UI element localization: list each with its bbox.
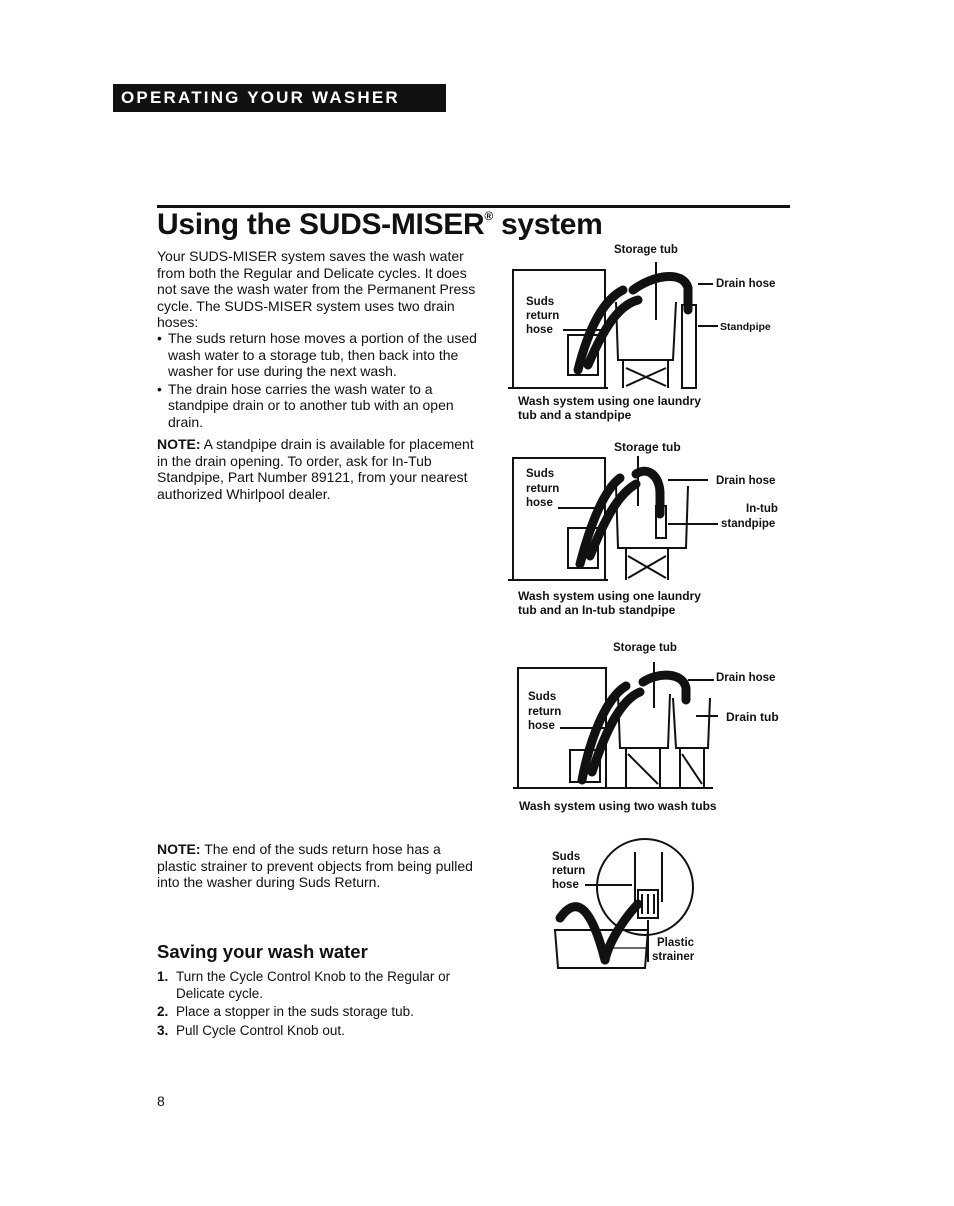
list-item: • The suds return hose moves a portion of the used wash water to a storage tub, then back into the washer for use during the next wash.	[157, 330, 477, 380]
storage-tub-label: Storage tub	[613, 642, 677, 654]
hose-label: hose	[528, 720, 555, 732]
storage-tub-label: Storage tub	[614, 440, 681, 454]
title-main: Using the SUDS-MISER	[157, 208, 485, 241]
page-number: 8	[157, 1093, 165, 1109]
return-label: return	[526, 483, 560, 495]
drain-hose-label: Drain hose	[716, 672, 776, 684]
registered-mark: ®	[484, 209, 493, 223]
hose-label: hose	[526, 324, 553, 336]
step-number: 3.	[157, 1022, 169, 1038]
return-label: return	[526, 310, 560, 322]
page-title	[157, 208, 603, 242]
hose-list	[157, 330, 477, 431]
list-item	[157, 1023, 477, 1040]
section-banner: OPERATING YOUR WASHER	[113, 84, 446, 112]
step-number: 2.	[157, 1004, 169, 1019]
suds-label: Suds	[526, 468, 555, 480]
standpipe-label: Standpipe	[720, 321, 771, 333]
steps-list	[157, 969, 477, 1041]
standpipe-note	[157, 436, 477, 502]
title-suffix: system	[492, 208, 603, 241]
drain-tub-label: Drain tub	[726, 710, 779, 724]
storage-tub-label: Storage tub	[614, 244, 678, 256]
return-label: return	[528, 706, 562, 718]
note-text: A standpipe drain is available for placement in the drain opening. To order, ask for In-Tub Standpipe, Part Number 89121, from your nearest authorized Whirlpool dealer.	[157, 436, 474, 502]
figure-caption	[518, 589, 701, 617]
suds-label: Suds	[552, 851, 581, 863]
standpipe-label: standpipe	[721, 518, 776, 530]
list-item: • The drain hose carries the wash water to a standpipe drain or to another tub with an open drain.	[157, 381, 477, 431]
strainer-label: strainer	[652, 951, 695, 963]
caption-line: tub and an In-tub standpipe	[518, 603, 676, 617]
step-text: Pull Cycle Control Knob out.	[176, 1022, 345, 1038]
step-number: 1.	[157, 969, 169, 984]
note-label: NOTE:	[157, 841, 201, 857]
section-heading: Saving your wash water	[157, 941, 368, 962]
strainer-note	[157, 841, 477, 891]
note-text: The end of the suds return hose has a plastic strainer to prevent objects from being pulled into the washer during Suds Return.	[157, 841, 473, 890]
note-label: NOTE:	[157, 436, 201, 452]
intro-paragraph: Your SUDS-MISER system saves the wash water from both the Regular and Delicate cycles. It does not save the wash water from the Permanent Press cycle. The SUDS-MISER system uses two drain hoses:	[157, 248, 476, 330]
drain-hose-label: Drain hose	[716, 475, 776, 487]
hose-label: hose	[526, 497, 553, 509]
list-item	[157, 969, 477, 1002]
step-text: Turn the Cycle Control Knob to the Regular or Delicate cycle.	[176, 969, 451, 1001]
in-tub-label: In-tub	[746, 503, 778, 515]
hose-label: hose	[552, 879, 579, 891]
step-text: Place a stopper in the suds storage tub.	[176, 1004, 414, 1019]
caption-line: tub and a standpipe	[518, 408, 632, 422]
suds-label: Suds	[526, 296, 555, 308]
suds-label: Suds	[528, 691, 557, 703]
list-item	[157, 1004, 477, 1021]
plastic-label: Plastic	[657, 937, 695, 949]
caption-line: Wash system using one laundry	[518, 589, 701, 603]
return-label: return	[552, 865, 586, 877]
drain-hose-label: Drain hose	[716, 278, 776, 290]
caption-line: Wash system using two wash tubs	[519, 799, 717, 813]
figure-caption	[519, 799, 717, 813]
figure-caption	[518, 394, 701, 422]
caption-line: Wash system using one laundry	[518, 394, 701, 408]
